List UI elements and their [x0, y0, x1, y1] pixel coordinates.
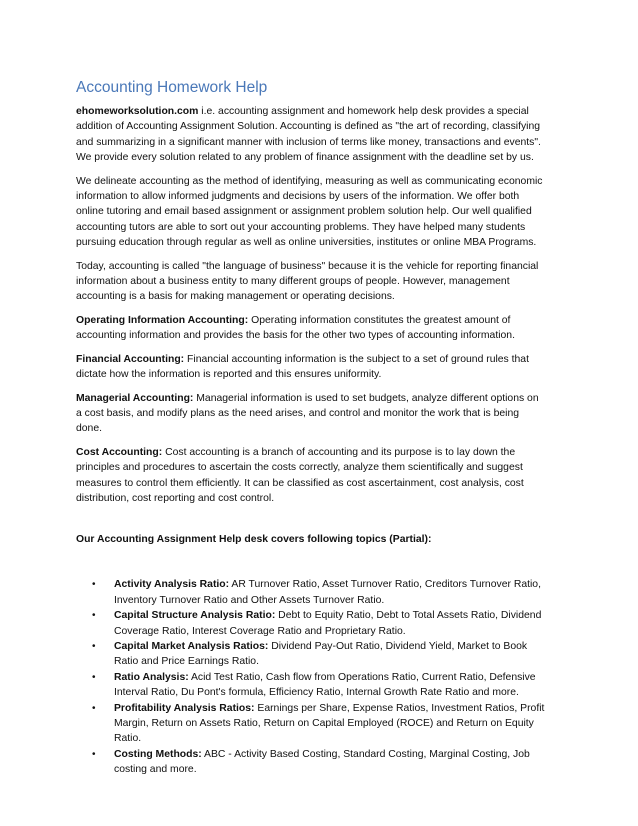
definition-term: Operating Information Accounting: [76, 314, 249, 326]
topic-term: Profitability Analysis Ratios: [114, 702, 255, 714]
definition-text: Cost accounting is a branch of accounting and its purpose is to lay down the principles and procedures to ascertain the costs correctly, analyze them scientifically and suggest measures to control them efficiently. It can be classified as cost ascertainment, cost analysis, cost distribution, cost reporting and cost control. [76, 446, 524, 504]
topic-term: Capital Structure Analysis Ratio: [114, 610, 276, 622]
topic-text: Debt to Equity Ratio, Debt to Total Assets Ratio, Dividend Coverage Ratio, Interest Coverage Ratio and Proprietary Ratio. [114, 610, 542, 637]
intro-text: i.e. accounting assignment and homework help desk provides a special addition of Accounting Assignment Solution. Accounting is defined as "the art of recording, classifying and summarizing in a significant manner with inclusion of terms like money, transactions and events". We provide every solution related to any problem of finance assignment with the deadline set by us. [76, 106, 541, 164]
financial-accounting-paragraph [76, 352, 546, 383]
list-item [92, 670, 546, 701]
definition-text: Operating information constitutes the greatest amount of accounting information and provides the basis for the other two types of accounting information. [76, 314, 515, 342]
bullet-icon: • [92, 640, 96, 652]
language-of-business-paragraph: Today, accounting is called "the language of business" because it is the vehicle for reporting financial information about a business entity to many different groups of people. However, management accounting is a basis for making management or operating decisions. [76, 260, 539, 303]
topic-term: Ratio Analysis: [114, 671, 189, 683]
topics-list [76, 577, 546, 777]
topics-heading: Our Accounting Assignment Help desk covers following topics (Partial): [76, 534, 432, 546]
definition-text: Financial accounting information is the subject to a set of ground rules that dictate how the information is reported and this ensures uniformity. [76, 353, 529, 381]
list-item [92, 747, 546, 778]
topic-text: Acid Test Ratio, Cash flow from Operations Ratio, Current Ratio, Defensive Interval Ratio, Du Pont's formula, Efficiency Ratio, Internal Growth Rate Ratio and more. [114, 671, 536, 699]
definition-term: Financial Accounting: [76, 353, 185, 365]
bullet-icon: • [92, 579, 96, 591]
definition-term: Managerial Accounting: [76, 392, 194, 404]
topic-text: AR Turnover Ratio, Asset Turnover Ratio, Creditors Turnover Ratio, Inventory Turnover Ratio and Other Assets Turnover Ratio. [114, 579, 541, 606]
operating-accounting-paragraph [76, 313, 546, 344]
topic-text: ABC - Activity Based Costing, Standard Costing, Marginal Costing, Job costing and more. [114, 748, 530, 776]
managerial-accounting-paragraph [76, 391, 546, 437]
definition-term: Cost Accounting: [76, 446, 163, 458]
bullet-icon: • [92, 702, 96, 714]
topic-term: Costing Methods: [114, 748, 202, 760]
topic-text: Earnings per Share, Expense Ratios, Investment Ratios, Profit Margin, Return on Assets Ratio, Return on Capital Employed (ROCE) and Return on Equity Ratio. [114, 702, 545, 745]
definition-paragraph: We delineate accounting as the method of identifying, measuring as well as communicating economic information to allow informed judgments and decisions by users of the information. We offer both online tutoring and email based assignment or assignment problem solution help. Our well qualified accounting tutors are able to sort out your accounting problems. They have helped many students pursuing education through regular as well as online universities, institutes or online MBA Programs. [76, 175, 543, 249]
bullet-icon: • [92, 610, 96, 622]
bullet-icon: • [92, 748, 96, 760]
cost-accounting-paragraph [76, 445, 546, 507]
list-item [92, 701, 546, 747]
list-item [92, 577, 546, 608]
list-item [92, 639, 546, 670]
intro-site-name: ehomeworksolution.com [76, 106, 199, 117]
bullet-icon: • [92, 671, 96, 683]
topic-term: Capital Market Analysis Ratios: [114, 640, 269, 652]
definition-text: Managerial information is used to set budgets, analyze different options on a cost basis, and modify plans as the need arises, and control and monitor the work that is being done. [76, 392, 539, 435]
document-page [76, 78, 546, 778]
topic-term: Activity Analysis Ratio: [114, 579, 230, 591]
document-title: Accounting Homework Help [76, 79, 268, 96]
list-item [92, 608, 546, 639]
intro-paragraph [76, 104, 546, 166]
topic-text: Dividend Pay-Out Ratio, Dividend Yield, Market to Book Ratio and Price Earnings Ratio. [114, 640, 528, 668]
